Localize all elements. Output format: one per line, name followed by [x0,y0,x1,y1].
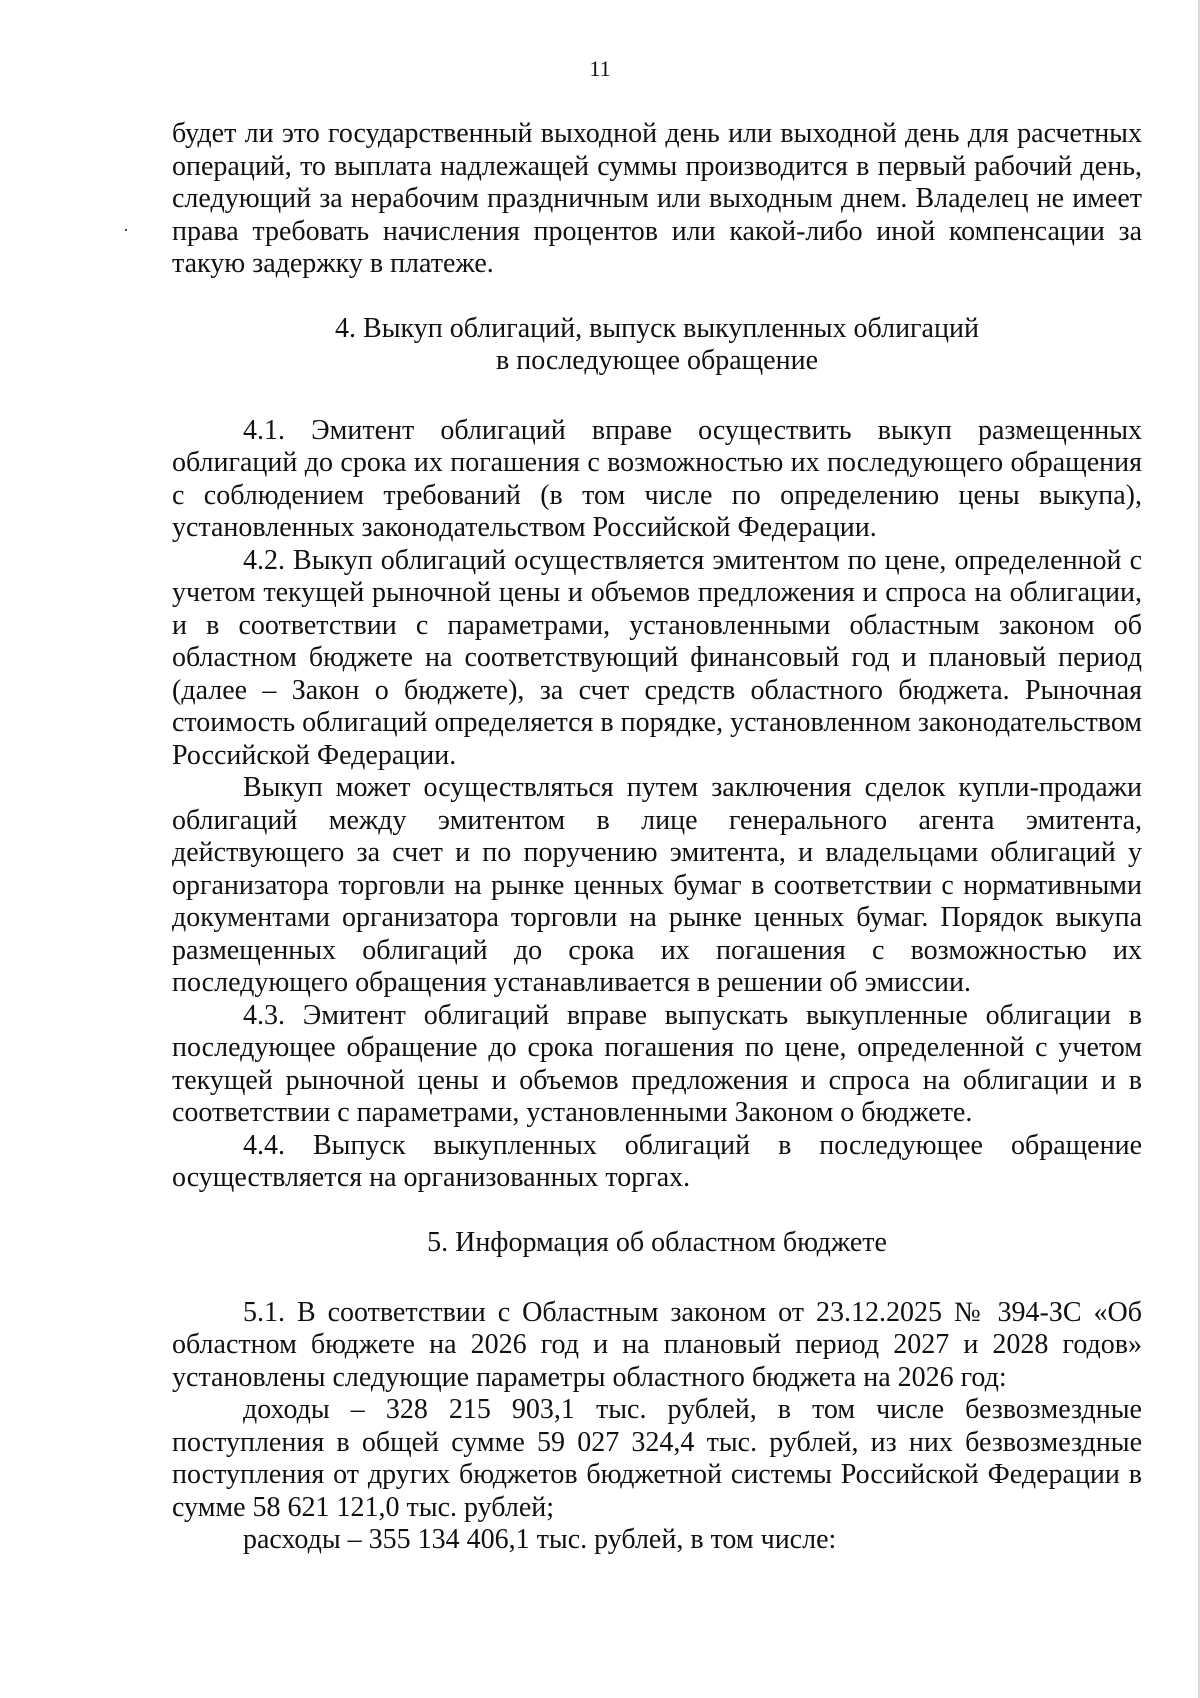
section-5-body [172,1297,1142,1557]
paragraph-5-1: 5.1. В соответствии с Областным законом от 23.12.2025 № 394-ЗС «Об областном бюджете на 2026 год и на плановый период 2027 и 2028 годов» установлены следующие параметры областного бюджета на 2026 год: [172,1296,1142,1393]
paragraph-4-4: 4.4. Выпуск выкупленных облигаций в последующее обращение осуществляется на организованных торгах. [172,1129,1142,1193]
budget-expenses: расходы – 355 134 406,1 тыс. рублей, в том числе: [243,1524,837,1555]
paragraph-4-2: 4.2. Выкуп облигаций осуществляется эмитентом по цене, определенной с учетом текущей рыночной цены и объемов предложения и спроса на облигации, и в соответствии с параметрами, установленными областным законом об областном бюджете на соответствующий финансовый год и плановый период (далее – Закон о бюджете), за счет средств областного бюджета. Рыночная стоимость облигаций определяется в порядке, установленном законодательством Российской Федерации. [172,544,1142,771]
document-body [172,118,1142,1557]
scan-speck [125,229,127,231]
section-4-heading-line-1: 4. Выкуп облигаций, выпуск выкупленных облигаций [335,312,979,344]
paragraph-4-3: 4.3. Эмитент облигаций вправе выпускать выкупленные облигации в последующее обращение до срока погашения по цене, определенной с учетом текущей рыночной цены и объемов предложения и спроса на облигации и в соответствии с параметрами, установленными Законом о бюджете. [172,999,1142,1128]
section-4-heading [172,313,1142,377]
intro-paragraph: будет ли это государственный выходной день или выходной день для расчетных операций, то выплата надлежащей суммы производится в первый рабочий день, следующий за нерабочим праздничным или выходным днем. Владелец не имеет права требовать начисления процентов или какой-либо иной компенсации за такую задержку в платеже. [172,118,1142,279]
section-5-heading: 5. Информация об областном бюджете [427,1226,887,1258]
paragraph-4-1: 4.1. Эмитент облигаций вправе осуществить выкуп размещенных облигаций до срока их погашения с возможностью их последующего обращения с соблюдением требований (в том числе по определению цены выкупа), установленных законодательством Российской Федерации. [172,414,1142,543]
budget-revenues: доходы – 328 215 903,1 тыс. рублей, в том числе безвозмездные поступления в общей сумме 59 027 324,4 тыс. рублей, из них безвозмездные поступления от других бюджетов бюджетной системы Российской Федерации в сумме 58 621 121,0 тыс. рублей; [172,1394,1142,1523]
page-number: 11 [589,56,611,81]
paragraph-4-2-repurchase: Выкуп может осуществляться путем заключения сделок купли-продажи облигаций между эмитентом в лице генерального агента эмитента, действующего за счет и по поручению эмитента, и владельцами облигаций у организатора торговли на рынке ценных бумаг в соответствии с нормативными документами организатора торговли на рынке ценных бумаг. Порядок выкупа размещенных облигаций до срока их погашения с возможностью их последующего обращения устанавливается в решении об эмиссии. [172,772,1142,998]
section-4-body [172,415,1142,1195]
section-4-heading-line-2: в последующее обращение [496,344,818,376]
